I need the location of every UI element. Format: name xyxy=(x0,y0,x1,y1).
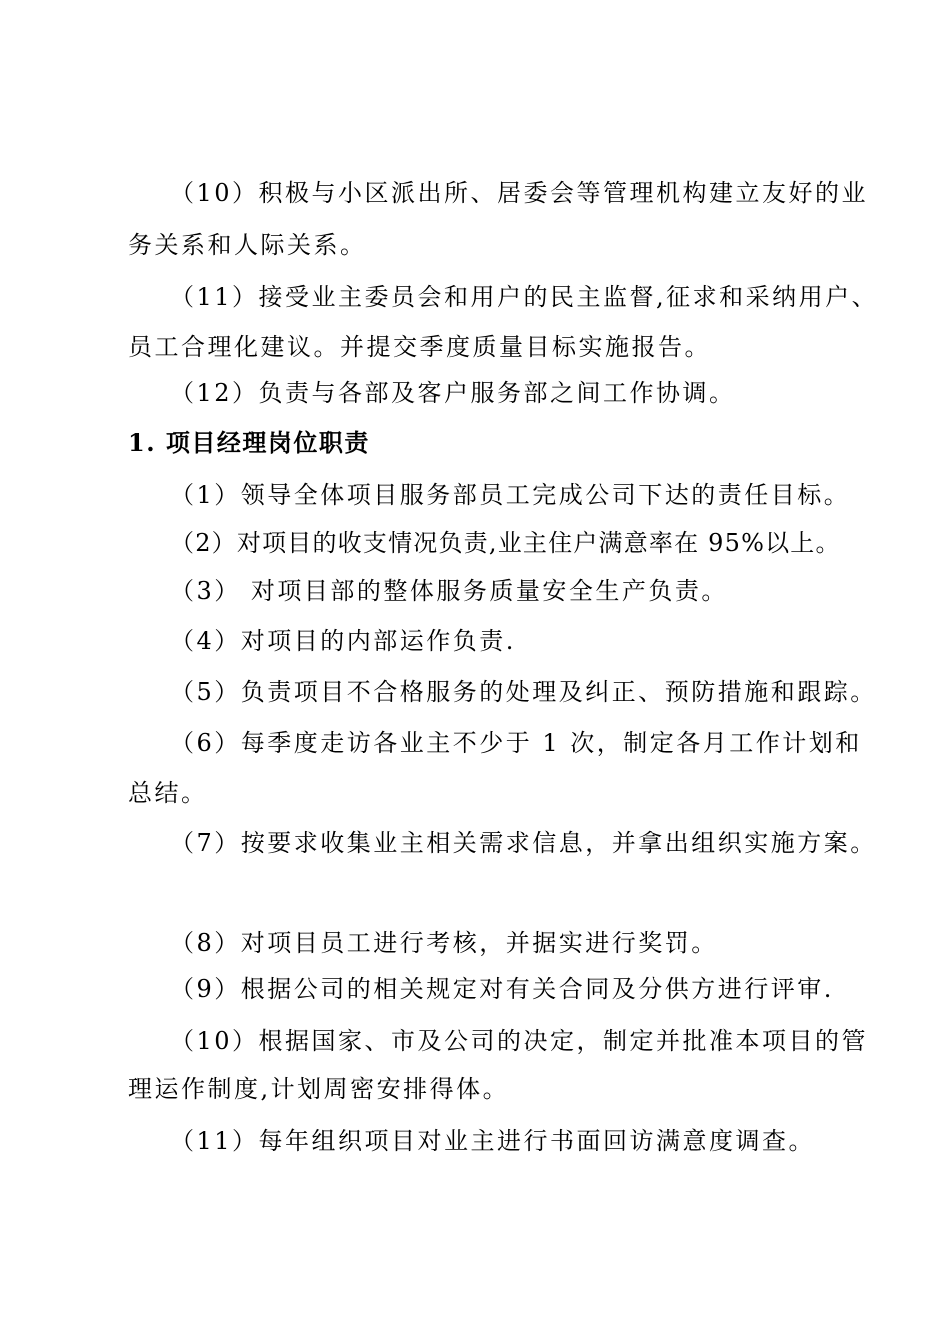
duty-item-5: （5）负责项目不合格服务的处理及纠正、预防措施和跟踪。 xyxy=(170,678,877,706)
duty-item-10-line-2: 理运作制度,计划周密安排得体。 xyxy=(128,1075,510,1103)
paragraph-10-line-2: 务关系和人际关系。 xyxy=(128,231,367,259)
duty-item-1: （1）领导全体项目服务部员工完成公司下达的责任目标。 xyxy=(170,481,851,509)
duty-item-6-line-1: （6）每季度走访各业主不少于 1 次，制定各月工作计划和 xyxy=(170,729,862,757)
duty-item-11: （11）每年组织项目对业主进行书面回访满意度调查。 xyxy=(170,1127,816,1155)
duty-item-2: （2）对项目的收支情况负责,业主住户满意率在 95%以上。 xyxy=(170,529,841,557)
paragraph-10-line-1: （10）积极与小区派出所、居委会等管理机构建立友好的业 xyxy=(170,179,869,207)
duty-item-8: （8）对项目员工进行考核，并据实进行奖罚。 xyxy=(170,929,718,957)
paragraph-12-line-1: （12）负责与各部及客户服务部之间工作协调。 xyxy=(170,379,736,407)
paragraph-11-line-2: 员工合理化建议。并提交季度质量目标实施报告。 xyxy=(128,333,711,361)
duty-item-4: （4）对项目的内部运作负责. xyxy=(170,627,516,655)
duty-item-10-line-1: （10）根据国家、市及公司的决定，制定并批准本项目的管 xyxy=(170,1027,869,1055)
paragraph-11-line-1: （11）接受业主委员会和用户的民主监督,征求和采纳用户、 xyxy=(170,283,879,311)
duty-item-3: （3） 对项目部的整体服务质量安全生产负责。 xyxy=(170,577,728,605)
duty-item-7: （7）按要求收集业主相关需求信息，并拿出组织实施方案。 xyxy=(170,829,877,857)
section-heading: 1. 项目经理岗位职责 xyxy=(128,428,370,457)
duty-item-9: （9）根据公司的相关规定对有关合同及分供方进行评审. xyxy=(170,975,834,1003)
duty-item-6-line-2: 总结。 xyxy=(128,779,208,807)
